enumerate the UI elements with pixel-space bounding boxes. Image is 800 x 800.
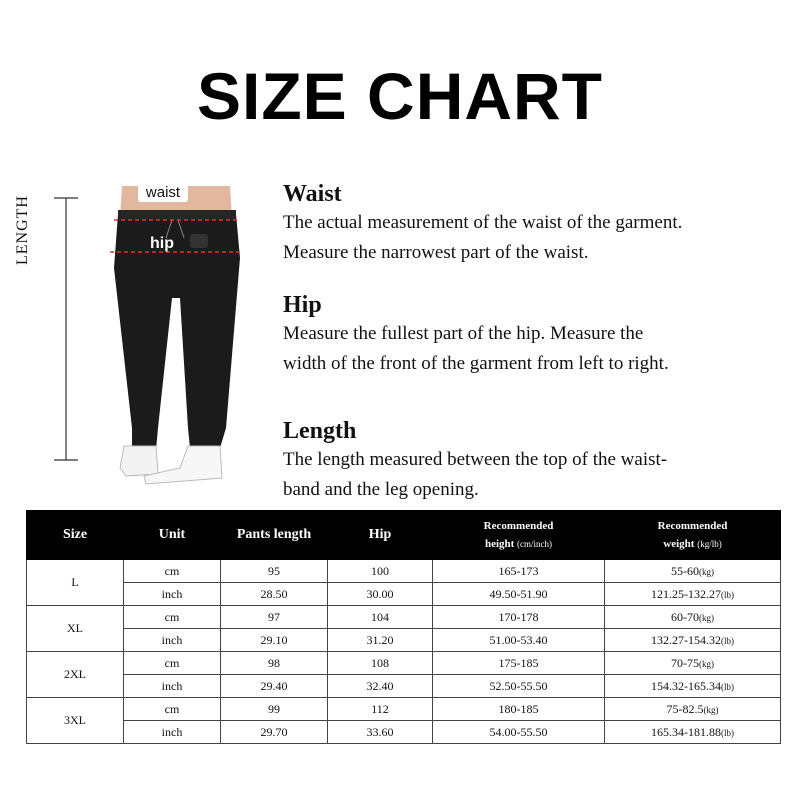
hip-cell: 31.20 [328, 629, 433, 652]
unit-cell: cm [124, 652, 221, 675]
weight-cell: 55-60(kg) [605, 560, 781, 583]
pants [114, 214, 240, 450]
length-description [283, 417, 783, 505]
height-cell: 165-173 [433, 560, 605, 583]
length-cell: 95 [221, 560, 328, 583]
size-table [26, 510, 781, 744]
table-row [27, 675, 781, 698]
hip-cell: 30.00 [328, 583, 433, 606]
waist-tag: waist [145, 184, 181, 201]
size-cell: 2XL [27, 652, 124, 698]
size-cell: L [27, 560, 124, 606]
height-cell: 170-178 [433, 606, 605, 629]
length-cell: 29.40 [221, 675, 328, 698]
length-cell: 28.50 [221, 583, 328, 606]
unit-cell: inch [124, 675, 221, 698]
unit-cell: inch [124, 629, 221, 652]
unit-cell: cm [124, 606, 221, 629]
height-cell: 51.00-53.40 [433, 629, 605, 652]
height-cell: 49.50-51.90 [433, 583, 605, 606]
length-label: LENGTH [14, 195, 31, 265]
header-unit: Unit [124, 511, 221, 560]
table-row [27, 721, 781, 744]
weight-cell: 165.34-181.88(lb) [605, 721, 781, 744]
page-title: SIZE CHART [197, 59, 603, 133]
table-row [27, 698, 781, 721]
table-row [27, 583, 781, 606]
waist-text-2: Measure the narrowest part of the waist. [283, 242, 589, 263]
weight-cell: 70-75(kg) [605, 652, 781, 675]
height-cell: 52.50-55.50 [433, 675, 605, 698]
hip-heading: Hip [283, 292, 322, 318]
header-pants-length: Pants length [221, 511, 328, 560]
size-cell: 3XL [27, 698, 124, 744]
weight-cell: 132.27-154.32(lb) [605, 629, 781, 652]
length-cell: 29.70 [221, 721, 328, 744]
hip-cell: 32.40 [328, 675, 433, 698]
length-text-2: band and the leg opening. [283, 479, 479, 500]
weight-cell: 154.32-165.34(lb) [605, 675, 781, 698]
table-row [27, 606, 781, 629]
waist-heading: Waist [283, 181, 342, 207]
hip-cell: 104 [328, 606, 433, 629]
header-size: Size [27, 511, 124, 560]
hip-cell: 100 [328, 560, 433, 583]
length-heading: Length [283, 418, 357, 444]
table-row [27, 629, 781, 652]
table-row [27, 652, 781, 675]
table-header-row [27, 511, 781, 560]
header-recommended-weight: Recommended weight (kg/lb) [605, 511, 781, 560]
height-cell: 54.00-55.50 [433, 721, 605, 744]
hip-text-2: width of the front of the garment from left to right. [283, 353, 669, 374]
weight-cell: 121.25-132.27(lb) [605, 583, 781, 606]
height-cell: 180-185 [433, 698, 605, 721]
length-text-1: The length measured between the top of the waist- [283, 449, 668, 470]
unit-cell: inch [124, 721, 221, 744]
length-cell: 29.10 [221, 629, 328, 652]
length-cell: 99 [221, 698, 328, 721]
hip-cell: 33.60 [328, 721, 433, 744]
length-cell: 97 [221, 606, 328, 629]
hip-tag: hip [150, 235, 174, 252]
unit-cell: cm [124, 560, 221, 583]
pants-illustration [40, 178, 250, 498]
header-recommended-height: Recommended height (cm/inch) [433, 511, 605, 560]
unit-cell: cm [124, 698, 221, 721]
waist-text-1: The actual measurement of the waist of the garment. [283, 212, 683, 233]
pants-figure [40, 178, 250, 498]
length-cell: 98 [221, 652, 328, 675]
hip-cell: 112 [328, 698, 433, 721]
weight-cell: 75-82.5(kg) [605, 698, 781, 721]
unit-cell: inch [124, 583, 221, 606]
weight-cell: 60-70(kg) [605, 606, 781, 629]
size-cell: XL [27, 606, 124, 652]
height-cell: 175-185 [433, 652, 605, 675]
waist-description [283, 180, 783, 268]
table-row [27, 560, 781, 583]
header-hip: Hip [328, 511, 433, 560]
hip-cell: 108 [328, 652, 433, 675]
hip-text-1: Measure the fullest part of the hip. Measure the [283, 323, 644, 344]
left-shoe [120, 446, 158, 476]
hip-description [283, 291, 783, 379]
